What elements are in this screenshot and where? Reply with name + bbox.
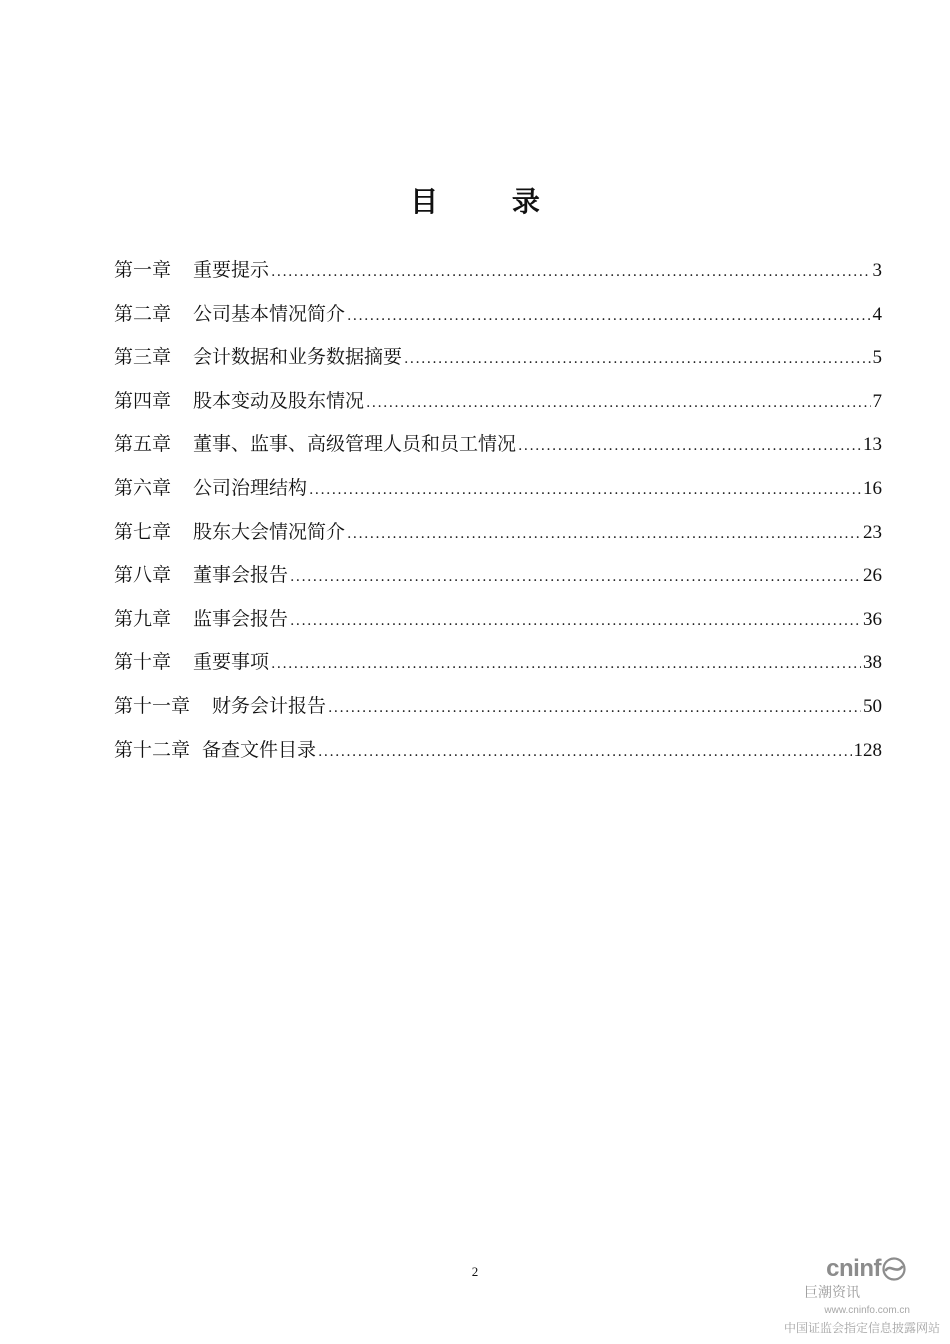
watermark-cn-name: 巨潮资讯 <box>804 1284 860 1300</box>
toc-entry[interactable] <box>114 644 882 688</box>
toc-entry-title: 重要提示 <box>193 259 270 281</box>
toc-entry[interactable] <box>114 426 882 470</box>
watermark-logo-text: cninf <box>826 1255 881 1282</box>
toc-entry[interactable] <box>114 601 882 645</box>
toc-entry-title: 备查文件目录 <box>202 738 317 761</box>
toc-chapter-label: 第八章 <box>114 564 172 587</box>
toc-page-number: 36 <box>863 608 882 630</box>
toc-entry-title: 监事会报告 <box>193 607 289 630</box>
watermark-url: www.cninfo.com.cn <box>824 1305 910 1316</box>
cninfo-watermark <box>770 1254 940 1336</box>
watermark-tagline: 中国证监会指定信息披露网站 <box>783 1321 940 1335</box>
toc-entry-title: 股本变动及股东情况 <box>193 389 365 412</box>
toc-page-number: 13 <box>863 434 882 456</box>
page-number: 2 <box>471 1264 479 1279</box>
toc-page-number: 4 <box>872 303 882 325</box>
toc-page-number: 23 <box>863 521 882 543</box>
toc-leader-dots <box>290 559 861 595</box>
toc-entry-title: 财务会计报告 <box>212 694 327 717</box>
toc-list <box>114 252 882 775</box>
toc-entry[interactable] <box>114 339 882 383</box>
toc-page-number: 7 <box>872 390 882 412</box>
toc-chapter-label: 第四章 <box>114 389 172 412</box>
toc-entry[interactable] <box>114 514 882 558</box>
toc-leader-dots <box>366 385 870 421</box>
toc-page-number: 16 <box>863 477 882 499</box>
watermark-logo <box>770 1254 906 1284</box>
toc-entry-title: 会计数据和业务数据摘要 <box>193 346 403 369</box>
toc-entry-title: 公司治理结构 <box>193 476 308 499</box>
toc-leader-dots <box>318 734 851 770</box>
toc-page-number: 5 <box>872 347 882 369</box>
toc-chapter-label: 第一章 <box>114 259 172 281</box>
toc-chapter-label: 第十章 <box>114 651 172 674</box>
toc-entry[interactable] <box>114 252 882 296</box>
toc-chapter-label: 第二章 <box>114 302 172 325</box>
toc-chapter-label: 第五章 <box>114 433 172 456</box>
toc-entry-title: 重要事项 <box>193 651 270 674</box>
toc-entry[interactable] <box>114 296 882 340</box>
toc-chapter-label: 第六章 <box>114 476 172 499</box>
toc-chapter-label: 第七章 <box>114 520 172 543</box>
toc-chapter-label: 第三章 <box>114 346 172 369</box>
toc-entry-title: 董事会报告 <box>193 564 289 587</box>
toc-entry-title: 股东大会情况简介 <box>193 520 346 543</box>
toc-leader-dots <box>347 516 861 552</box>
toc-entry-title: 董事、监事、高级管理人员和员工情况 <box>193 433 517 456</box>
toc-leader-dots <box>271 646 861 682</box>
toc-chapter-label: 第九章 <box>114 607 172 630</box>
toc-leader-dots <box>309 472 861 508</box>
toc-leader-dots <box>347 298 870 334</box>
toc-entry[interactable] <box>114 688 882 732</box>
toc-chapter-label: 第十一章 <box>114 694 191 717</box>
toc-page-number: 3 <box>872 260 882 281</box>
toc-leader-dots <box>271 254 870 290</box>
toc-leader-dots <box>404 341 870 377</box>
toc-title: 目 录 <box>410 185 572 218</box>
toc-leader-dots <box>518 428 861 464</box>
toc-entry-title: 公司基本情况简介 <box>193 302 346 325</box>
toc-entry[interactable] <box>114 732 882 776</box>
toc-page-number: 50 <box>863 695 882 717</box>
toc-entry[interactable] <box>114 557 882 601</box>
swirl-logo-icon <box>882 1257 906 1281</box>
toc-page-number: 128 <box>853 739 882 761</box>
toc-entry[interactable] <box>114 383 882 427</box>
toc-entry[interactable] <box>114 470 882 514</box>
toc-chapter-label: 第十二章 <box>114 738 191 761</box>
toc-leader-dots <box>328 690 861 726</box>
toc-page-number: 26 <box>863 565 882 587</box>
toc-page-number: 38 <box>863 652 882 674</box>
toc-leader-dots <box>290 603 861 639</box>
